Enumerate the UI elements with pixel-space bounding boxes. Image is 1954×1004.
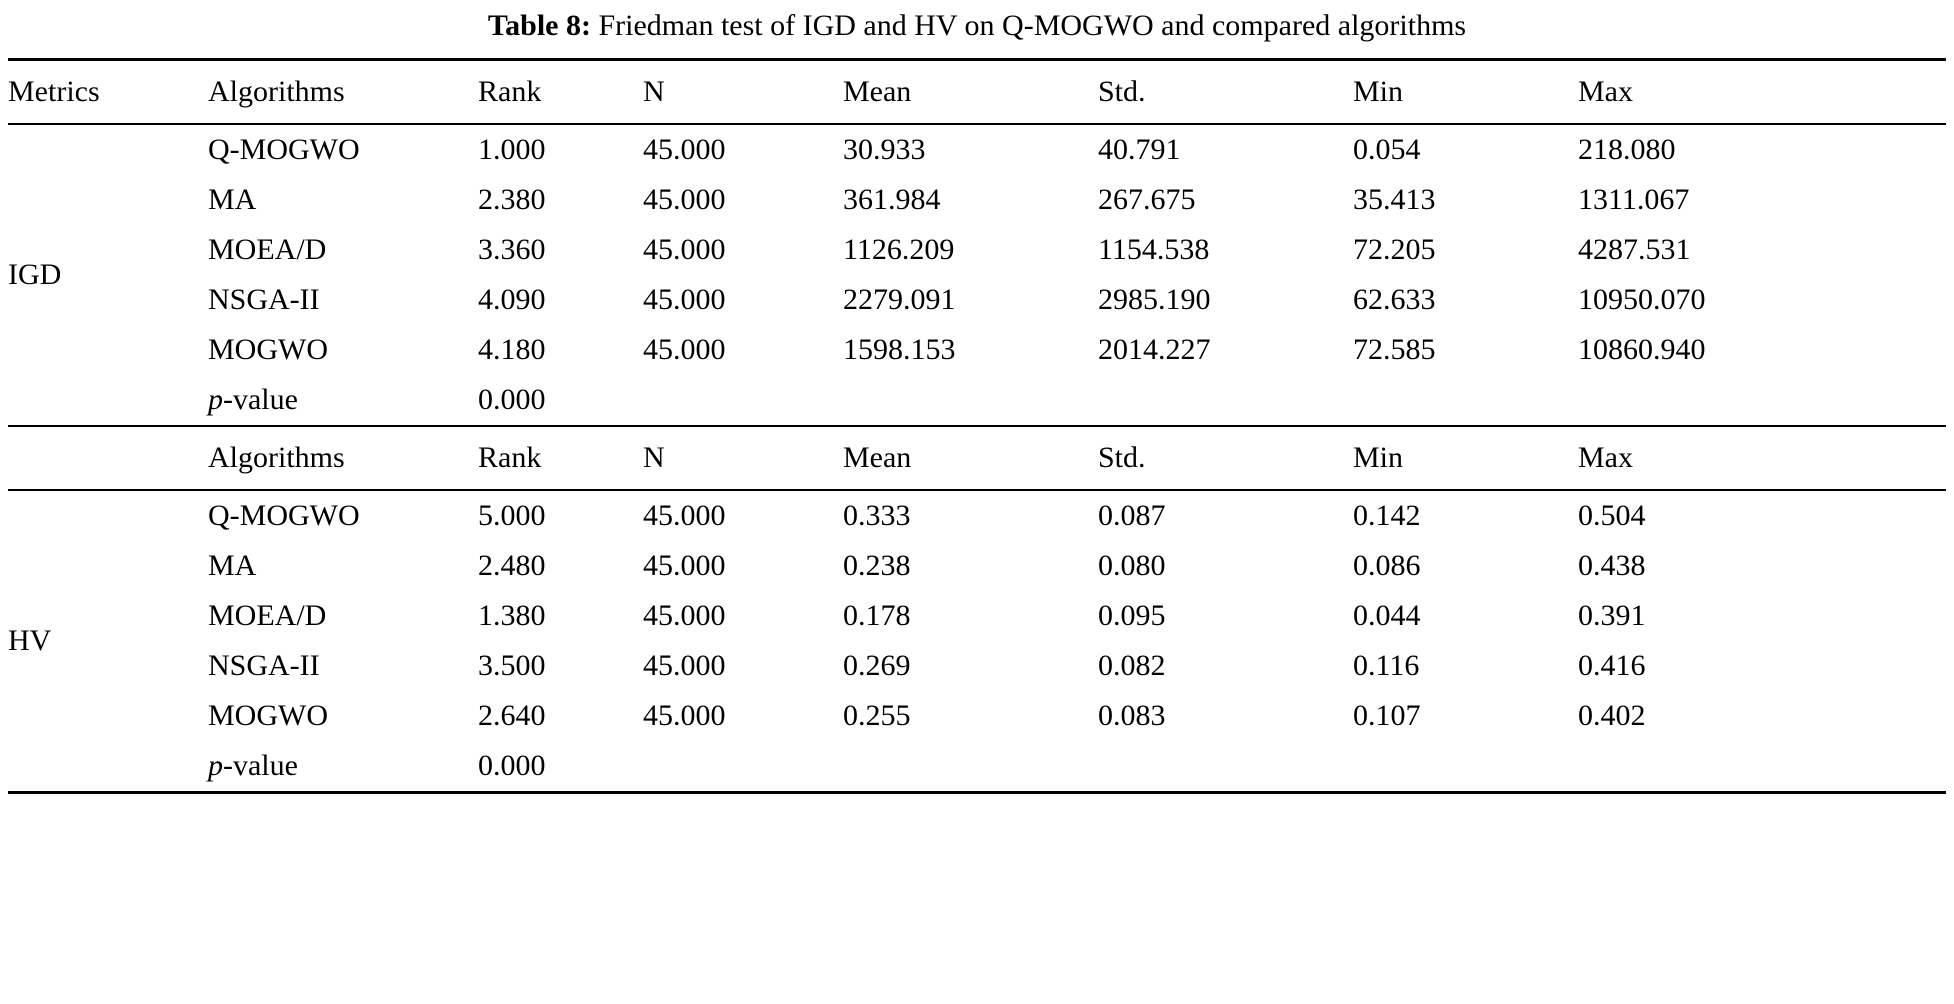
metric-label-igd: IGD	[8, 124, 208, 426]
cell-pvalue: 0.000	[478, 383, 546, 416]
table-row	[8, 490, 1946, 541]
cell-empty	[643, 741, 843, 793]
cell-empty	[643, 375, 843, 426]
cell-pvalue-label	[208, 741, 478, 793]
table-header-row	[8, 60, 1946, 125]
cell-rank: 2.380	[478, 183, 546, 216]
pvalue-suffix: -value	[223, 749, 298, 782]
subheader-rank: Rank	[478, 426, 643, 490]
cell-empty	[843, 375, 1098, 426]
subheader-n: N	[643, 426, 843, 490]
pvalue-italic-p: p	[208, 383, 223, 416]
cell-max: 1311.067	[1578, 183, 1690, 216]
cell-mean: 30.933	[843, 124, 1098, 175]
table-row	[8, 275, 1946, 325]
cell-mean: 1598.153	[843, 333, 956, 366]
cell-std: 0.083	[1098, 699, 1166, 732]
cell-mean: 0.178	[843, 599, 911, 632]
cell-min: 0.054	[1353, 124, 1578, 175]
table-subheader-row	[8, 426, 1946, 490]
table-row-pvalue	[8, 375, 1946, 426]
cell-n: 45.000	[643, 649, 726, 682]
cell-algorithm: MA	[208, 549, 257, 582]
cell-n: 45.000	[643, 599, 726, 632]
cell-min: 72.585	[1353, 333, 1436, 366]
cell-min: 72.205	[1353, 233, 1436, 266]
cell-rank: 3.500	[478, 649, 546, 682]
cell-rank: 2.480	[478, 549, 546, 582]
pvalue-suffix: -value	[223, 383, 298, 416]
cell-max: 4287.531	[1578, 233, 1691, 266]
cell-n: 45.000	[643, 333, 726, 366]
cell-std: 1154.538	[1098, 233, 1210, 266]
cell-rank: 3.360	[478, 233, 546, 266]
cell-algorithm: MOEA/D	[208, 233, 327, 266]
cell-rank: 4.180	[478, 333, 546, 366]
subheader-metrics-empty	[8, 426, 208, 490]
cell-std: 40.791	[1098, 124, 1353, 175]
table-row	[8, 641, 1946, 691]
cell-empty	[1578, 741, 1946, 793]
table-row-pvalue	[8, 741, 1946, 793]
cell-mean: 361.984	[843, 183, 941, 216]
cell-min: 0.086	[1353, 549, 1421, 582]
table-bottom-rule	[8, 793, 1946, 803]
caption-label: Table 8:	[487, 9, 591, 42]
cell-rank: 1.380	[478, 599, 546, 632]
subheader-algorithms: Algorithms	[208, 426, 478, 490]
header-n: N	[643, 60, 843, 125]
cell-max: 10950.070	[1578, 283, 1706, 316]
table-caption	[8, 0, 1946, 58]
cell-pvalue: 0.000	[478, 749, 546, 782]
table-row	[8, 225, 1946, 275]
cell-max: 0.391	[1578, 599, 1646, 632]
header-rank: Rank	[478, 60, 643, 125]
header-min: Min	[1353, 60, 1578, 125]
cell-n: 45.000	[643, 549, 726, 582]
cell-n: 45.000	[643, 124, 843, 175]
cell-algorithm: NSGA-II	[208, 649, 320, 682]
cell-empty	[1098, 375, 1353, 426]
cell-mean: 0.269	[843, 649, 911, 682]
cell-std: 0.082	[1098, 649, 1166, 682]
cell-max: 0.438	[1578, 549, 1646, 582]
cell-max: 218.080	[1578, 124, 1946, 175]
cell-mean: 1126.209	[843, 233, 955, 266]
cell-algorithm: Q-MOGWO	[208, 124, 478, 175]
cell-empty	[1353, 741, 1578, 793]
cell-mean: 0.238	[843, 549, 911, 582]
subheader-min: Min	[1353, 426, 1578, 490]
table-row	[8, 591, 1946, 641]
header-mean: Mean	[843, 60, 1098, 125]
cell-rank: 5.000	[478, 490, 643, 541]
cell-std: 0.095	[1098, 599, 1166, 632]
metric-label-hv: HV	[8, 490, 208, 793]
cell-max: 0.402	[1578, 699, 1646, 732]
cell-max: 10860.940	[1578, 333, 1706, 366]
cell-mean: 2279.091	[843, 283, 956, 316]
cell-min: 0.142	[1353, 490, 1578, 541]
cell-n: 45.000	[643, 490, 843, 541]
friedman-test-table	[8, 58, 1946, 802]
table-row	[8, 541, 1946, 591]
cell-n: 45.000	[643, 283, 726, 316]
cell-mean: 0.255	[843, 699, 911, 732]
cell-empty	[1578, 375, 1946, 426]
cell-empty	[1353, 375, 1578, 426]
cell-n: 45.000	[643, 699, 726, 732]
cell-max: 0.416	[1578, 649, 1646, 682]
table-row	[8, 124, 1946, 175]
cell-algorithm: MOGWO	[208, 333, 328, 366]
cell-std: 0.087	[1098, 490, 1353, 541]
cell-rank: 2.640	[478, 699, 546, 732]
cell-algorithm: MOEA/D	[208, 599, 327, 632]
cell-std: 2014.227	[1098, 333, 1211, 366]
cell-n: 45.000	[643, 233, 726, 266]
table-row	[8, 691, 1946, 741]
cell-std: 267.675	[1098, 183, 1196, 216]
cell-pvalue-label	[208, 375, 478, 426]
cell-empty	[843, 741, 1098, 793]
subheader-std: Std.	[1098, 426, 1353, 490]
cell-min: 35.413	[1353, 183, 1436, 216]
cell-algorithm: Q-MOGWO	[208, 490, 478, 541]
caption-text: Friedman test of IGD and HV on Q-MOGWO and compared algorithms	[598, 9, 1467, 42]
cell-max: 0.504	[1578, 490, 1946, 541]
cell-std: 2985.190	[1098, 283, 1211, 316]
header-max: Max	[1578, 60, 1946, 125]
cell-rank: 4.090	[478, 283, 546, 316]
subheader-max: Max	[1578, 426, 1946, 490]
cell-algorithm: NSGA-II	[208, 283, 320, 316]
cell-rank: 1.000	[478, 124, 643, 175]
cell-algorithm: MOGWO	[208, 699, 328, 732]
cell-min: 0.107	[1353, 699, 1421, 732]
header-metrics: Metrics	[8, 60, 208, 125]
cell-min: 0.044	[1353, 599, 1421, 632]
header-algorithms: Algorithms	[208, 60, 478, 125]
pvalue-italic-p: p	[208, 749, 223, 782]
cell-std: 0.080	[1098, 549, 1166, 582]
cell-empty	[1098, 741, 1353, 793]
cell-n: 45.000	[643, 183, 726, 216]
cell-algorithm: MA	[208, 183, 257, 216]
cell-min: 62.633	[1353, 283, 1436, 316]
cell-mean: 0.333	[843, 490, 1098, 541]
header-std: Std.	[1098, 60, 1353, 125]
table-row	[8, 325, 1946, 375]
table-row	[8, 175, 1946, 225]
subheader-mean: Mean	[843, 426, 1098, 490]
table-body	[8, 60, 1946, 803]
cell-min: 0.116	[1353, 649, 1420, 682]
